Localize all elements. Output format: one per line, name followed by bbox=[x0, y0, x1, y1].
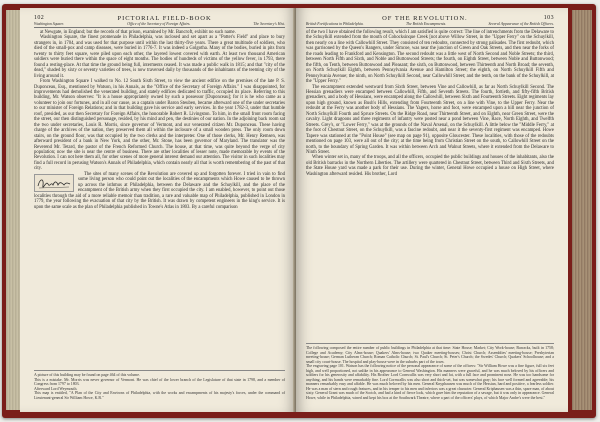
left-page-header bbox=[34, 15, 285, 22]
paragraph: When winter set in, many of the troops, and all the officers, occupied the public buildings and houses of the inhabitants, also the old British barracks in the Northern Liberties. The artillery were quartered in Chestnut Street, between Third and Sixth Streets, and the State House yard was made a park for their use. During the winter, General Howe occupied a house on High Street, where Washington afterward resided. His brother, Lord bbox=[306, 155, 554, 177]
left-running-head: Washington Square. bbox=[34, 22, 65, 26]
left-page-number: 102 bbox=[34, 15, 45, 21]
left-page bbox=[20, 8, 295, 412]
footnote: A picture of this building may be found on page 464 of this volume. bbox=[34, 373, 140, 377]
right-body-text bbox=[306, 30, 554, 177]
signature-image bbox=[36, 176, 72, 190]
right-running-head: British Fortifications in Philadelphia. bbox=[306, 22, 364, 26]
right-page-title: OF THE REVOLUTION. bbox=[382, 15, 468, 22]
paragraph bbox=[34, 79, 285, 172]
left-body-text bbox=[34, 30, 285, 210]
footnote: The engraving page 101. Watson has the following notice of the personal appearance of some of the officers: "Sir William Howe was a fine figure, full six feet high, and well proportioned, not unlike in his appearance to General Washington. His manners were graceful, and he was much beloved by his officers and soldiers for his generosity and affability. His Brother Lord Cornwallis was very short and fat, with a full face and prominent nose. He was too handsome for anything, and his hands were remarkably fine. Lord Cornwallis was also short and thick-set, but was somewhat gray; his face well formed and agreeable; his manners remarkably easy and affable. He was much beloved by his men. General Knyphausen was much of the Hessian, hard and positive, a fearless soldier. He was a man of stern and rough features, and in his temper to his men and inferiors was a great character. General Kriphausen was a thin, spare man, of about sixty. General Grant was much of the Scotch, and had a kind of fierce look, which gave him the reputation of a savage, but it was only in appearance. General Howe, while in Philadelphia, wined and kept his box at the Southwark Theatre, where a part of the officers' plays, of which Major Andre's were the best." bbox=[306, 364, 554, 400]
footnote: This map is entitled, "A Plan of the City and Environs of Philadelphia, with the works and encampments of his majesty's forces, under the command of Lieutenant-general Sir William Howe, K.B." bbox=[34, 391, 285, 400]
footnote: Afterward Lord Weymouth. bbox=[34, 386, 78, 391]
paragraph: of the two I have obtained the following result, which I am satisfied is quite correct: The line of intrenchments from the Delaware to the Schuylkill extended from the mouth of Cohocksinque Creek [not above Willow Street, in the "Upper Ferry" on the Schuylkill, then nearly on a line with Callowhill Street. They consisted of ten redoubts, connected by strong palisades. The first redoubt, which was garrisoned by the Queen's Rangers, under Simcoe, was near the junction of Green and Oak Streets, and then near the forks of the roads leading to Frankford and Kensington. The second redoubt was a little west of North Second and Noble Streets; the third, between North Fifth and Sixth, and Noble and Buttonwood Streets; the fourth, on Eighth Street, between Noble and Buttonwood; the fifth, on Tenth, between Buttonwood and Pleasant; the sixth, on Buttonwood, between Thirteenth and North Broad; the seventh, on North Schuylkill Eighth, between Pennsylvania Avenue and Hamilton Street; the eighth, on North Schuylkill Fifth and Pennsylvania Avenue; the ninth, on North Schuylkill Second, near Callowhill Street; and the tenth, on the bank of the Schuylkill, at the "Upper Ferry." bbox=[306, 30, 555, 85]
left-page-title: PICTORIAL FIELD-BOOK bbox=[117, 15, 212, 22]
right-page-header bbox=[306, 15, 554, 22]
right-running-head: Several Appearance of the British Officers. bbox=[488, 22, 554, 26]
left-running-head: Office of the Secretary of Foreign Affairs. bbox=[127, 22, 191, 26]
left-running-head: The Secretary's Hist. bbox=[253, 22, 285, 26]
paragraph: at Newgate, in England; but the records of that prison, examined by Mr. Bancroft, exhibit no such name. bbox=[40, 30, 236, 35]
duponceau-signature bbox=[34, 174, 74, 192]
right-running-head: The British Encampments. bbox=[405, 22, 447, 26]
right-page-edges bbox=[572, 10, 592, 410]
paragraph: Washington Square, the finest promenade in Philadelphia, was inclosed and set apart as a "Potter's Field" and place to bury strangers in, in 1704, and was used for that purpose until within the last thirty-five years. There a great multitude of soldiers, who died of the small-pox and camp diseases, were buried in 1776-7. It was indeed a Golgotha. Many of the bodies, buried in pits from twenty to thirty feet square, were piled upon each other, the layered lowest covered with earth. At least two thousand American soldiers were buried there within the space of eight months. The bodies of hundreds of victims of the yellow fever, in 1793, there found a resting-place. At that time the ground being full, interments ceased. It was made a public walk in 1815; and that "city of the dead," shaded by sixty or seventy varieties of trees, is now traversed daily by thousands of the inhabitants of the teeming city of the living around it. bbox=[34, 35, 285, 79]
footnote: This is a mistake. Mr. Morris was never governor of Vermont. He was chief of the lower branch of the Legislature of that state in 1798, and a member of Congress from 1797 to 1803. bbox=[34, 377, 285, 386]
left-footnotes bbox=[34, 370, 285, 400]
footnote: The following composed the entire number of public buildings in Philadelphia at that time: State House; Market; City Work-house; Barracks, built in 1758; College and Academy; City Alms-house; Quakers' Alms-house; two Quaker meeting-houses; Christ Church; Assemblies' meeting-house; Presbyterian meeting-house; German Lutheran Church; Roman Catholic Church; St. Paul's Church; St. Peter's Church; the Swedes' Church; Quakers' Schoolhouse; and a small city court-house. The hospital and play-house were in the suburbs part of the town. bbox=[306, 346, 554, 364]
left-running-heads bbox=[34, 22, 285, 28]
right-footnotes bbox=[306, 343, 554, 400]
right-page bbox=[296, 8, 568, 412]
paragraph: The sites of many scenes of the Revolution are covered up and forgotten forever. I tried in vain to find some living person who could point out the localities of the encampments which Howe caused to be thrown up across the isthmus at Philadelphia, between the Delaware and the Schuylkill, and the place of the encampment of the British army when they first occupied the city. I am enabled, however, to point out those localities through the aid of a more reliable memoir than tradition, a rare and valuable map of Philadelphia, published in London in 1779, the year following the evacuation of that city by the British. It was drawn by competent engineers in the king's service. It is upon the same scale as the plan of Philadelphia published in Towne's Atlas in 1803. By a careful comparison bbox=[34, 171, 285, 210]
right-running-heads bbox=[306, 22, 554, 28]
paragraph-text: From Washington Square I walked to No. 12 South Sixth Street, to view the ancient edifice on the premises of the late P. S. Duponceau, Esq., mentioned by Watson, in his Annals, as the "Office of the Secretary of Foreign Affairs." I was disappointed, for improvements had demolished the venerated building, and stately edifices dedicated to traffic, occupied its place. Referring to this building, Mr. Watson observes: "It is a house appropriately owned by such a possessor [Duponceau]; for it is he who came as a volunteer to join our fortunes, and in all our cause, as a captain under Baron Steuben, became afterward one of the under secretaries to our minister of Foreign Relations; and in that building gave his service and early services. In the year 1782-3, under that humble roof, presided, as our then Secretary for Foreign Affairs, the honorable Robert R. Livingston. To him, in the small front room facing the street, our then distinguished personage, resided, by his mind and pen, the destinies of our nation. In the adjoining back room sat the two under secretaries, Louis R. Morris, since governor of Vermont, and our venerated citizen Mr. Duponceau. These having charge of the archives of the nation, they preserved them all within the inclosure of a small wooden press. The only room down stairs, on the ground floor, was that occupied by the two clerks and the interpreter. One of those clerks, Mr. Henry Remsen, was afterward president of a bank in New York, and the other, Mr. Stone, has been governor of Maryland. The translator was the Reverend Mr. Tetard, the pastor of the French Reformed Church. The house, at that time, was quite beyond the verge of city population; now the site is near the centre of business. There are other localities of lesser note, made memorable by events of the Revolution. I can not here them all, for other scenes of more general interest demand our attention. The visitor in such localities may find a full record in perusing Watson's Annals of Philadelphia, which contain nearly all that is worth remembering of the past of that city. bbox=[34, 79, 285, 172]
paragraph: The encampment extended westward from Sixth Street, between Vine and Callowhill, as far as North Schuylkill Second. The Hessian grenadiers were encamped between Callowhill, Fifth, and Seventh Streets. The fourth, fortieth, and fifty-fifth British grenadiers, and a body of Hessians, were encamped along the Callowhill, between Sixth and Fourteenth Streets. Eight regiments lay upon high ground, known as Bush's Hills, extending from Fourteenth Street, on a line with Vine, to the Upper Ferry. Near the redoubt at the Ferry was another body of Hessians. The Yagers, horse and foot, were encamped upon a hill near the junction of North Schuylkill Fourth and Spruce Streets. On the Ridge Road, near Thirteenth Street, and on Eighth, near Green Street, were the cavalry. Light dragoons and three regiments of infantry were posted near a pond between Vine, Race, North Eighth, and Twelfth Streets. Grey's, or "Lower Ferry," was at the grounds of the Naval Arsenal, on the Schuylkill. A little below the "Middle Ferry," at the foot of Chestnut Street, on the Schuylkill, was a fascine redoubt, and near it the seventy-first regiment was encamped. Howe Tapere was stationed at the "Point House" (see map on page 91), opposite Gloucester. These localities, with those of the redoubts mentioned on page 103, were all out of the city; at the time being from Christian Street on the south, to Callowhill Street on the north, to the boundary of Spring Garden. It was within between Arch and Walnut Streets, where it extended from the Delaware to Ninth Street. bbox=[306, 84, 554, 155]
right-page-number: 103 bbox=[543, 15, 554, 21]
